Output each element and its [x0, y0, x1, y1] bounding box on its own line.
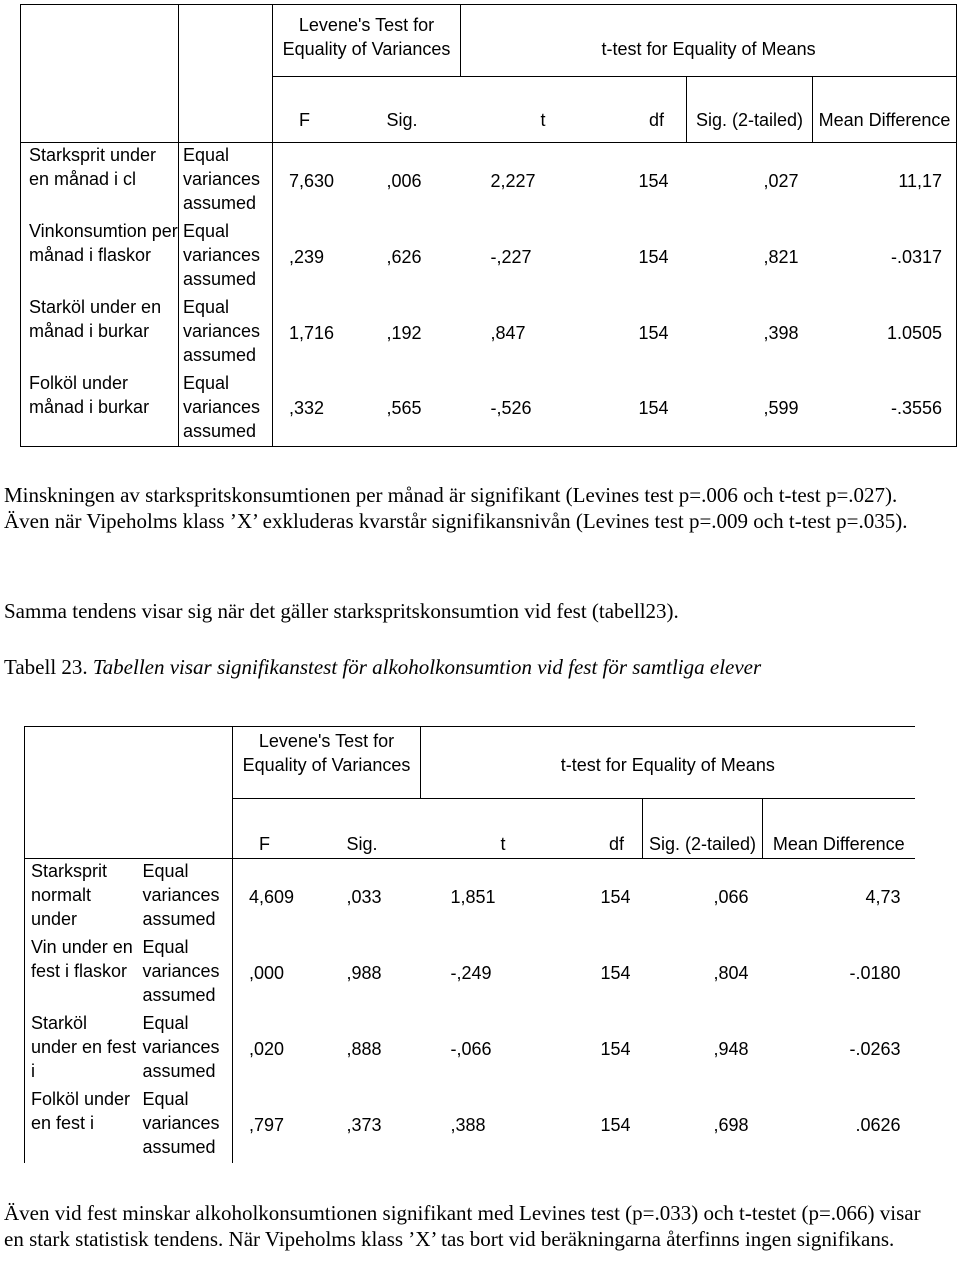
corner-cell-2 [137, 727, 233, 859]
cell-f: ,020 [233, 1011, 327, 1087]
cell-t: 1,851 [421, 859, 539, 935]
cell-sig: ,006 [367, 143, 461, 219]
col-sig2: Sig. (2-tailed) [643, 799, 763, 859]
row-variance: Equal variances assumed [179, 143, 273, 219]
cell-t: -,526 [461, 371, 579, 447]
cell-df: 154 [579, 143, 687, 219]
cell-sig: ,373 [346, 1114, 382, 1135]
ttest-header: t-test for Equality of Means [461, 5, 957, 77]
row-variance: Equal variances assumed [179, 371, 273, 447]
col-meandiff: Mean Difference [763, 799, 915, 859]
cell-meandiff: 11,17 [813, 143, 957, 219]
cell-t: -,227 [490, 246, 532, 267]
row-variance: Equal variances assumed [142, 1012, 220, 1081]
cell-f: ,239 [273, 219, 367, 295]
cell-sig: ,626 [386, 246, 422, 267]
cell-t: -,249 [450, 962, 492, 983]
col-meandiff: Mean Difference [813, 77, 957, 143]
cell-meandiff: 4,73 [763, 859, 915, 935]
cell-df: 154 [638, 246, 669, 267]
cell-f: 4,609 [233, 859, 327, 935]
cell-f: ,332 [273, 371, 367, 447]
cell-df: 154 [600, 1114, 631, 1135]
col-df: df [539, 799, 643, 859]
corner-cell-2 [179, 5, 273, 143]
ttest-table-party [24, 726, 915, 1163]
paragraph-tendency: Samma tendens visar sig när det gäller starkspritskonsumtion vid fest (tabell23). [4, 599, 679, 623]
row-label: Starksprit under en månad i cl [21, 143, 179, 219]
cell-f: 1,716 [273, 295, 367, 371]
ttest-table-month [20, 4, 957, 447]
corner-cell [21, 5, 179, 143]
cell-t: ,388 [450, 1114, 486, 1135]
cell-t: 2,227 [461, 143, 579, 219]
col-f: F [273, 77, 367, 143]
cell-f: 7,630 [273, 143, 367, 219]
cell-sig2: ,698 [713, 1114, 749, 1135]
row-label: Starksprit normalt under [25, 859, 137, 935]
row-label: Vin under en fest i flaskor [25, 935, 137, 1011]
row-variance: Equal variances assumed [179, 219, 273, 295]
cell-meandiff: -.3556 [813, 371, 957, 447]
corner-cell [25, 727, 137, 859]
cell-sig: ,192 [386, 322, 422, 343]
cell-sig: ,565 [367, 371, 461, 447]
cell-meandiff: -.0263 [849, 1038, 901, 1059]
cell-meandiff: 1.0505 [813, 295, 957, 371]
cell-f: ,797 [233, 1087, 327, 1163]
row-label: Starköl under en månad i burkar [21, 295, 179, 371]
cell-meandiff: -.0180 [849, 962, 901, 983]
col-t: t [421, 799, 539, 859]
col-sig: Sig. [327, 799, 421, 859]
levene-header: Levene's Test for Equality of Variances [233, 727, 421, 799]
cell-sig2: ,804 [713, 962, 749, 983]
col-t: t [461, 77, 579, 143]
cell-df: 154 [600, 962, 631, 983]
cell-t: -,066 [450, 1038, 492, 1059]
cell-df: 154 [638, 322, 669, 343]
cell-df: 154 [579, 371, 687, 447]
row-label: Folköl under en fest i [25, 1087, 137, 1163]
col-sig: Sig. [367, 77, 461, 143]
cell-sig: ,033 [327, 859, 421, 935]
cell-df: 154 [600, 1038, 631, 1059]
row-variance: Equal variances assumed [179, 295, 273, 371]
caption-text: Tabellen visar signifikanstest för alkoholkonsumtion vid fest för samtliga elever [92, 655, 762, 679]
cell-f: ,000 [233, 935, 327, 1011]
cell-df: 154 [539, 859, 643, 935]
row-label: Folköl under månad i burkar [21, 371, 179, 447]
col-f: F [233, 799, 327, 859]
cell-sig: ,888 [346, 1038, 382, 1059]
cell-sig2: ,027 [687, 143, 813, 219]
ttest-header: t-test for Equality of Means [421, 727, 915, 799]
col-sig2: Sig. (2-tailed) [687, 77, 813, 143]
levene-header: Levene's Test for Equality of Variances [273, 5, 461, 77]
row-variance: Equal variances assumed [142, 1088, 220, 1157]
cell-t: ,847 [490, 322, 526, 343]
cell-sig2: ,948 [713, 1038, 749, 1059]
row-label: Vinkonsumtion per månad i flaskor [21, 219, 179, 295]
cell-sig: ,988 [346, 962, 382, 983]
caption-label: Tabell 23. [4, 655, 93, 679]
cell-sig2: ,821 [763, 246, 799, 267]
col-df: df [579, 77, 687, 143]
cell-meandiff: .0626 [855, 1114, 901, 1135]
row-label: Starköl under en fest i [25, 1011, 137, 1087]
table-caption [4, 654, 944, 680]
cell-sig2: ,398 [763, 322, 799, 343]
cell-sig2: ,066 [643, 859, 763, 935]
paragraph-significance: Minskningen av starkspritskonsumtionen per månad är signifikant (Levines test p=.006 och t-test p=.027). Även när Vipeholms klass ’X’ exkluderas kvarstår signifikansnivån (Levines test p=.009 och t-test p=.035). [4, 483, 908, 533]
cell-sig2: ,599 [687, 371, 813, 447]
row-variance: Equal variances assumed [142, 936, 220, 1005]
cell-meandiff: -.0317 [813, 219, 957, 295]
paragraph-party: Även vid fest minskar alkoholkonsumtionen signifikant med Levines test (p=.033) och t-testet (p=.066) visar en stark statistisk tendens. När Vipeholms klass ’X’ tas bort vid beräkningarna återfinns ingen signifikans. [4, 1201, 921, 1251]
row-variance: Equal variances assumed [137, 859, 233, 935]
